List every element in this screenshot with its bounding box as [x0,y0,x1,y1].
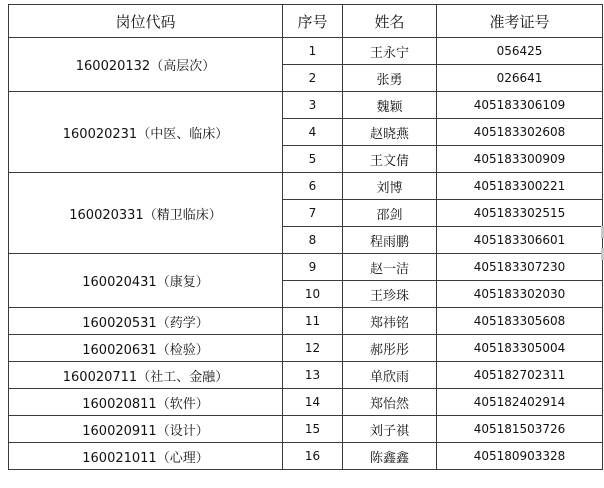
seq-cell: 1 [283,38,343,65]
name-cell: 魏颖 [343,92,437,119]
exam-no-cell: 405180903328 [437,443,603,470]
exam-no-cell: 405183300221 [437,173,603,200]
position-code-cell: 160020631（检验） [9,335,283,362]
seq-cell: 14 [283,389,343,416]
name-cell: 赵晓燕 [343,119,437,146]
name-cell: 王永宁 [343,38,437,65]
exam-no-cell: 405182702311 [437,362,603,389]
header-seq: 序号 [283,5,343,38]
table-row [9,416,603,443]
table-row [9,389,603,416]
position-code-cell: 160020331（精卫临床） [9,173,283,254]
table-row [9,308,603,335]
table-row [9,38,603,65]
table-row [9,254,603,281]
exam-no-cell: 026641 [437,65,603,92]
exam-no-cell: 405183307230 [437,254,603,281]
exam-no-cell: 405183306601 [437,227,603,254]
candidate-table [8,4,603,470]
name-cell: 程雨鹏 [343,227,437,254]
name-cell: 陈鑫鑫 [343,443,437,470]
seq-cell: 15 [283,416,343,443]
table-row [9,362,603,389]
exam-no-cell: 405182402914 [437,389,603,416]
seq-cell: 12 [283,335,343,362]
header-row [9,5,603,38]
seq-cell: 10 [283,281,343,308]
header-position-code: 岗位代码 [9,5,283,38]
seq-cell: 2 [283,65,343,92]
exam-no-cell: 405183300909 [437,146,603,173]
seq-cell: 9 [283,254,343,281]
seq-cell: 16 [283,443,343,470]
position-code-cell: 160020811（软件） [9,389,283,416]
table-row [9,443,603,470]
name-cell: 张勇 [343,65,437,92]
exam-no-cell: 056425 [437,38,603,65]
seq-cell: 7 [283,200,343,227]
table-row [9,92,603,119]
name-cell: 邵剑 [343,200,437,227]
name-cell: 单欣雨 [343,362,437,389]
seq-cell: 11 [283,308,343,335]
seq-cell: 3 [283,92,343,119]
header-name: 姓名 [343,5,437,38]
seq-cell: 4 [283,119,343,146]
name-cell: 郑祎铭 [343,308,437,335]
position-code-cell: 160020231（中医、临床） [9,92,283,173]
name-cell: 王文倩 [343,146,437,173]
position-code-cell: 160021011（心理） [9,443,283,470]
exam-no-cell: 405183305004 [437,335,603,362]
name-cell: 郝彤彤 [343,335,437,362]
position-code-cell: 160020531（药学） [9,308,283,335]
name-cell: 刘子祺 [343,416,437,443]
exam-no-cell: 405183305608 [437,308,603,335]
name-cell: 郑怡然 [343,389,437,416]
position-code-cell: 160020132（高层次） [9,38,283,92]
position-code-cell: 160020911（设计） [9,416,283,443]
seq-cell: 13 [283,362,343,389]
table-row [9,173,603,200]
exam-no-cell: 405181503726 [437,416,603,443]
exam-no-cell: 405183302608 [437,119,603,146]
table-row [9,335,603,362]
exam-no-cell: 405183302030 [437,281,603,308]
exam-no-cell: 405183306109 [437,92,603,119]
name-cell: 赵一洁 [343,254,437,281]
name-cell: 王珍珠 [343,281,437,308]
seq-cell: 8 [283,227,343,254]
header-exam-no: 准考证号 [437,5,603,38]
seq-cell: 5 [283,146,343,173]
exam-no-cell: 405183302515 [437,200,603,227]
position-code-cell: 160020711（社工、金融） [9,362,283,389]
seq-cell: 6 [283,173,343,200]
position-code-cell: 160020431（康复） [9,254,283,308]
name-cell: 刘博 [343,173,437,200]
